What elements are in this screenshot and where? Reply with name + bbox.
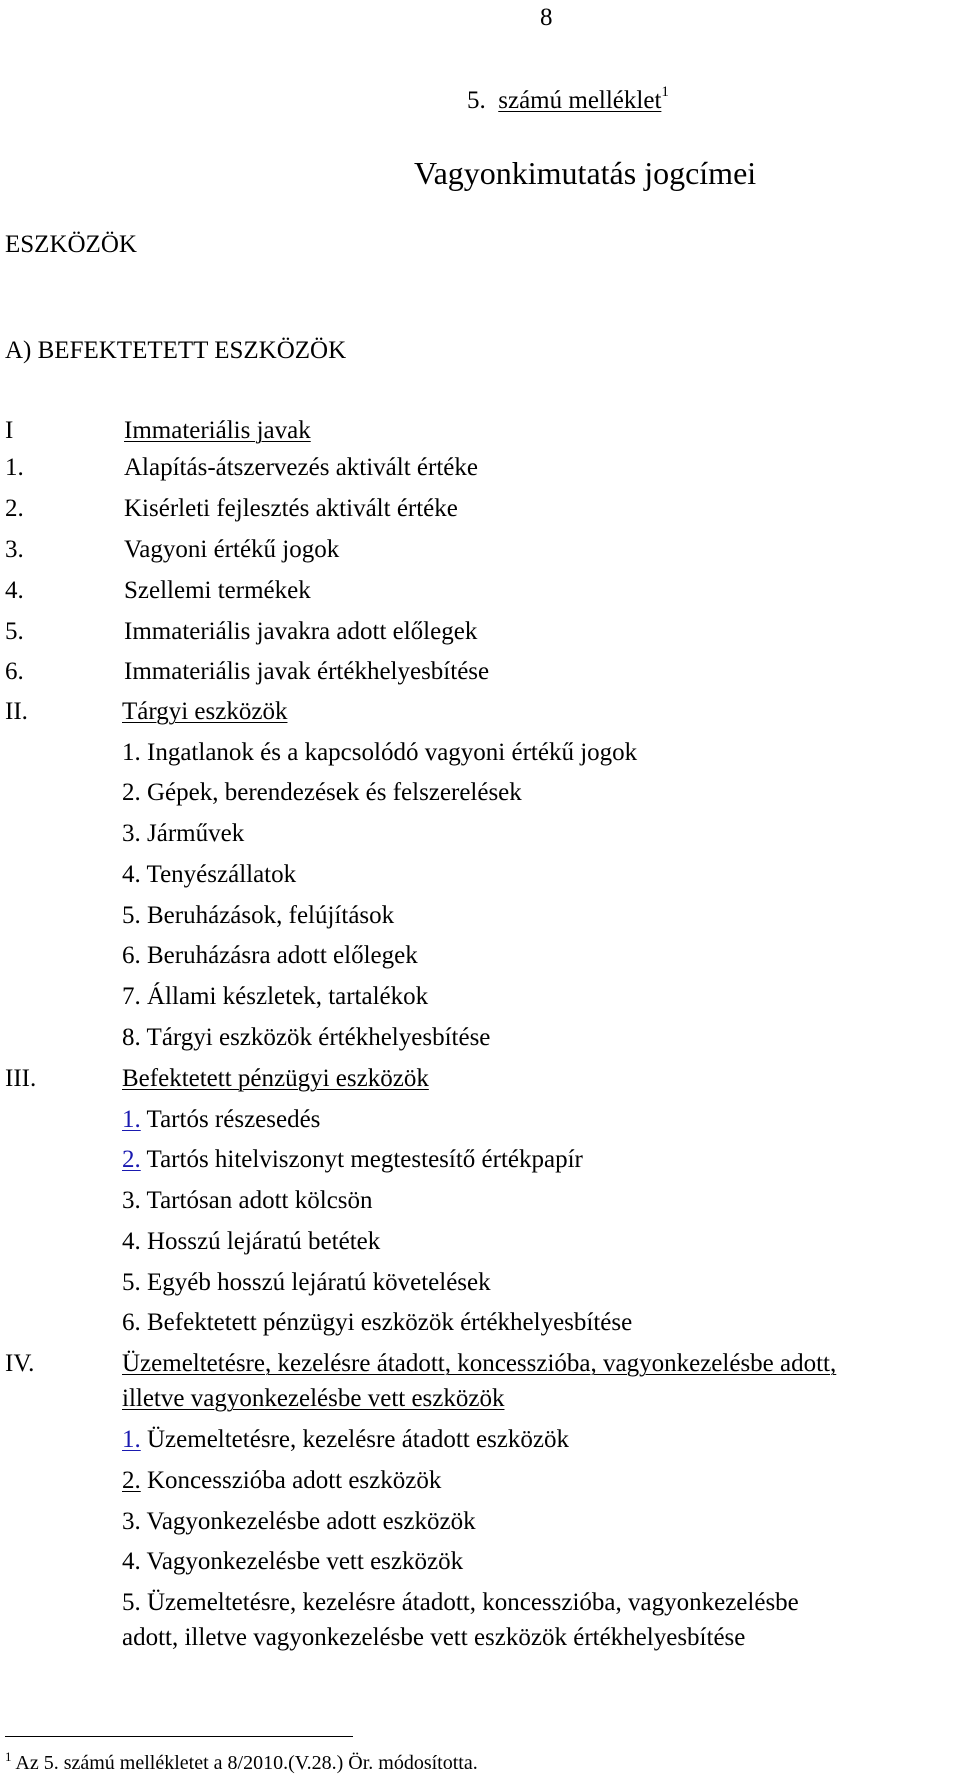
- group-1-item: Vagyoni értékű jogok: [124, 536, 340, 563]
- group-2-item: 1. Ingatlanok és a kapcsolódó vagyoni értékű jogok: [122, 739, 638, 766]
- group-1-item: Immateriális javakra adott előlegek: [124, 618, 478, 645]
- annex-number: 5.: [467, 87, 486, 114]
- group-1-item-number: 5.: [5, 618, 24, 645]
- group-2-title: Tárgyi eszközök: [122, 698, 288, 725]
- footnote-reference[interactable]: 1: [661, 84, 669, 100]
- group-1-number: I: [5, 417, 14, 444]
- footnote: [5, 1749, 478, 1774]
- group-4-item: 3. Vagyonkezelésbe adott eszközök: [122, 1508, 476, 1535]
- group-4-title: Üzemeltetésre, kezelésre átadott, koncesszióba, vagyonkezelésbe adott,: [122, 1350, 837, 1377]
- group-4-item: 4. Vagyonkezelésbe vett eszközök: [122, 1548, 464, 1575]
- group-2-item: 7. Állami készletek, tartalékok: [122, 983, 429, 1010]
- group-2-item: 8. Tárgyi eszközök értékhelyesbítése: [122, 1024, 491, 1051]
- group-3-item: 4. Hosszú lejáratú betétek: [122, 1228, 381, 1255]
- group-3-item: 5. Egyéb hosszú lejáratú követelések: [122, 1269, 491, 1296]
- group-1-item-number: 3.: [5, 536, 24, 563]
- footnote-mark: 1: [5, 1749, 12, 1764]
- group-1-item: Alapítás-átszervezés aktivált értéke: [124, 454, 478, 481]
- group-1-title: Immateriális javak: [124, 417, 311, 444]
- item-link[interactable]: 1.: [122, 1426, 141, 1453]
- group-2-item: 5. Beruházások, felújítások: [122, 902, 395, 929]
- group-4-item: 1. Üzemeltetésre, kezelésre átadott eszközök: [122, 1426, 569, 1453]
- section-a-heading: A) BEFEKTETETT ESZKÖZÖK: [5, 337, 347, 364]
- item-link[interactable]: 2.: [122, 1467, 141, 1494]
- group-3-title: Befektetett pénzügyi eszközök: [122, 1065, 429, 1092]
- group-4-number: IV.: [5, 1350, 35, 1377]
- group-3-item: 6. Befektetett pénzügyi eszközök értékhelyesbítése: [122, 1309, 633, 1336]
- item-link[interactable]: 2.: [122, 1146, 141, 1173]
- group-2-item: 3. Járművek: [122, 820, 245, 847]
- group-2-item: 2. Gépek, berendezések és felszerelések: [122, 779, 522, 806]
- group-3-item: 2. Tartós hitelviszonyt megtestesítő értékpapír: [122, 1146, 583, 1173]
- assets-heading: ESZKÖZÖK: [5, 231, 137, 258]
- group-1-item-number: 2.: [5, 495, 24, 522]
- footnote-text: Az 5. számú mellékletet a 8/2010.(V.28.) Ör. módosította.: [11, 1752, 478, 1774]
- group-2-number: II.: [5, 698, 28, 725]
- annex-link[interactable]: számú melléklet: [498, 87, 662, 114]
- item-link[interactable]: 1.: [122, 1106, 141, 1133]
- group-3-item: 3. Tartósan adott kölcsön: [122, 1187, 373, 1214]
- group-4-item: 5. Üzemeltetésre, kezelésre átadott, koncesszióba, vagyonkezelésbe: [122, 1589, 799, 1616]
- group-1-item-number: 4.: [5, 577, 24, 604]
- page-number: 8: [540, 4, 553, 31]
- group-3-item: 1. Tartós részesedés: [122, 1106, 321, 1133]
- group-1-item: Szellemi termékek: [124, 577, 311, 604]
- group-3-number: III.: [5, 1065, 37, 1092]
- group-4-title-continued: illetve vagyonkezelésbe vett eszközök: [122, 1385, 505, 1412]
- document-title: Vagyonkimutatás jogcímei: [414, 155, 757, 191]
- group-1-item: Immateriális javak értékhelyesbítése: [124, 658, 490, 685]
- group-1-item-number: 6.: [5, 658, 24, 685]
- group-4-item-continued: adott, illetve vagyonkezelésbe vett eszközök értékhelyesbítése: [122, 1624, 746, 1651]
- group-2-item: 6. Beruházásra adott előlegek: [122, 942, 418, 969]
- group-2-item: 4. Tenyészállatok: [122, 861, 297, 888]
- footnote-separator: [5, 1736, 353, 1737]
- annex-label: [467, 84, 669, 114]
- group-1-item-number: 1.: [5, 454, 24, 481]
- group-1-item: Kisérleti fejlesztés aktivált értéke: [124, 495, 458, 522]
- group-4-item: 2. Koncesszióba adott eszközök: [122, 1467, 442, 1494]
